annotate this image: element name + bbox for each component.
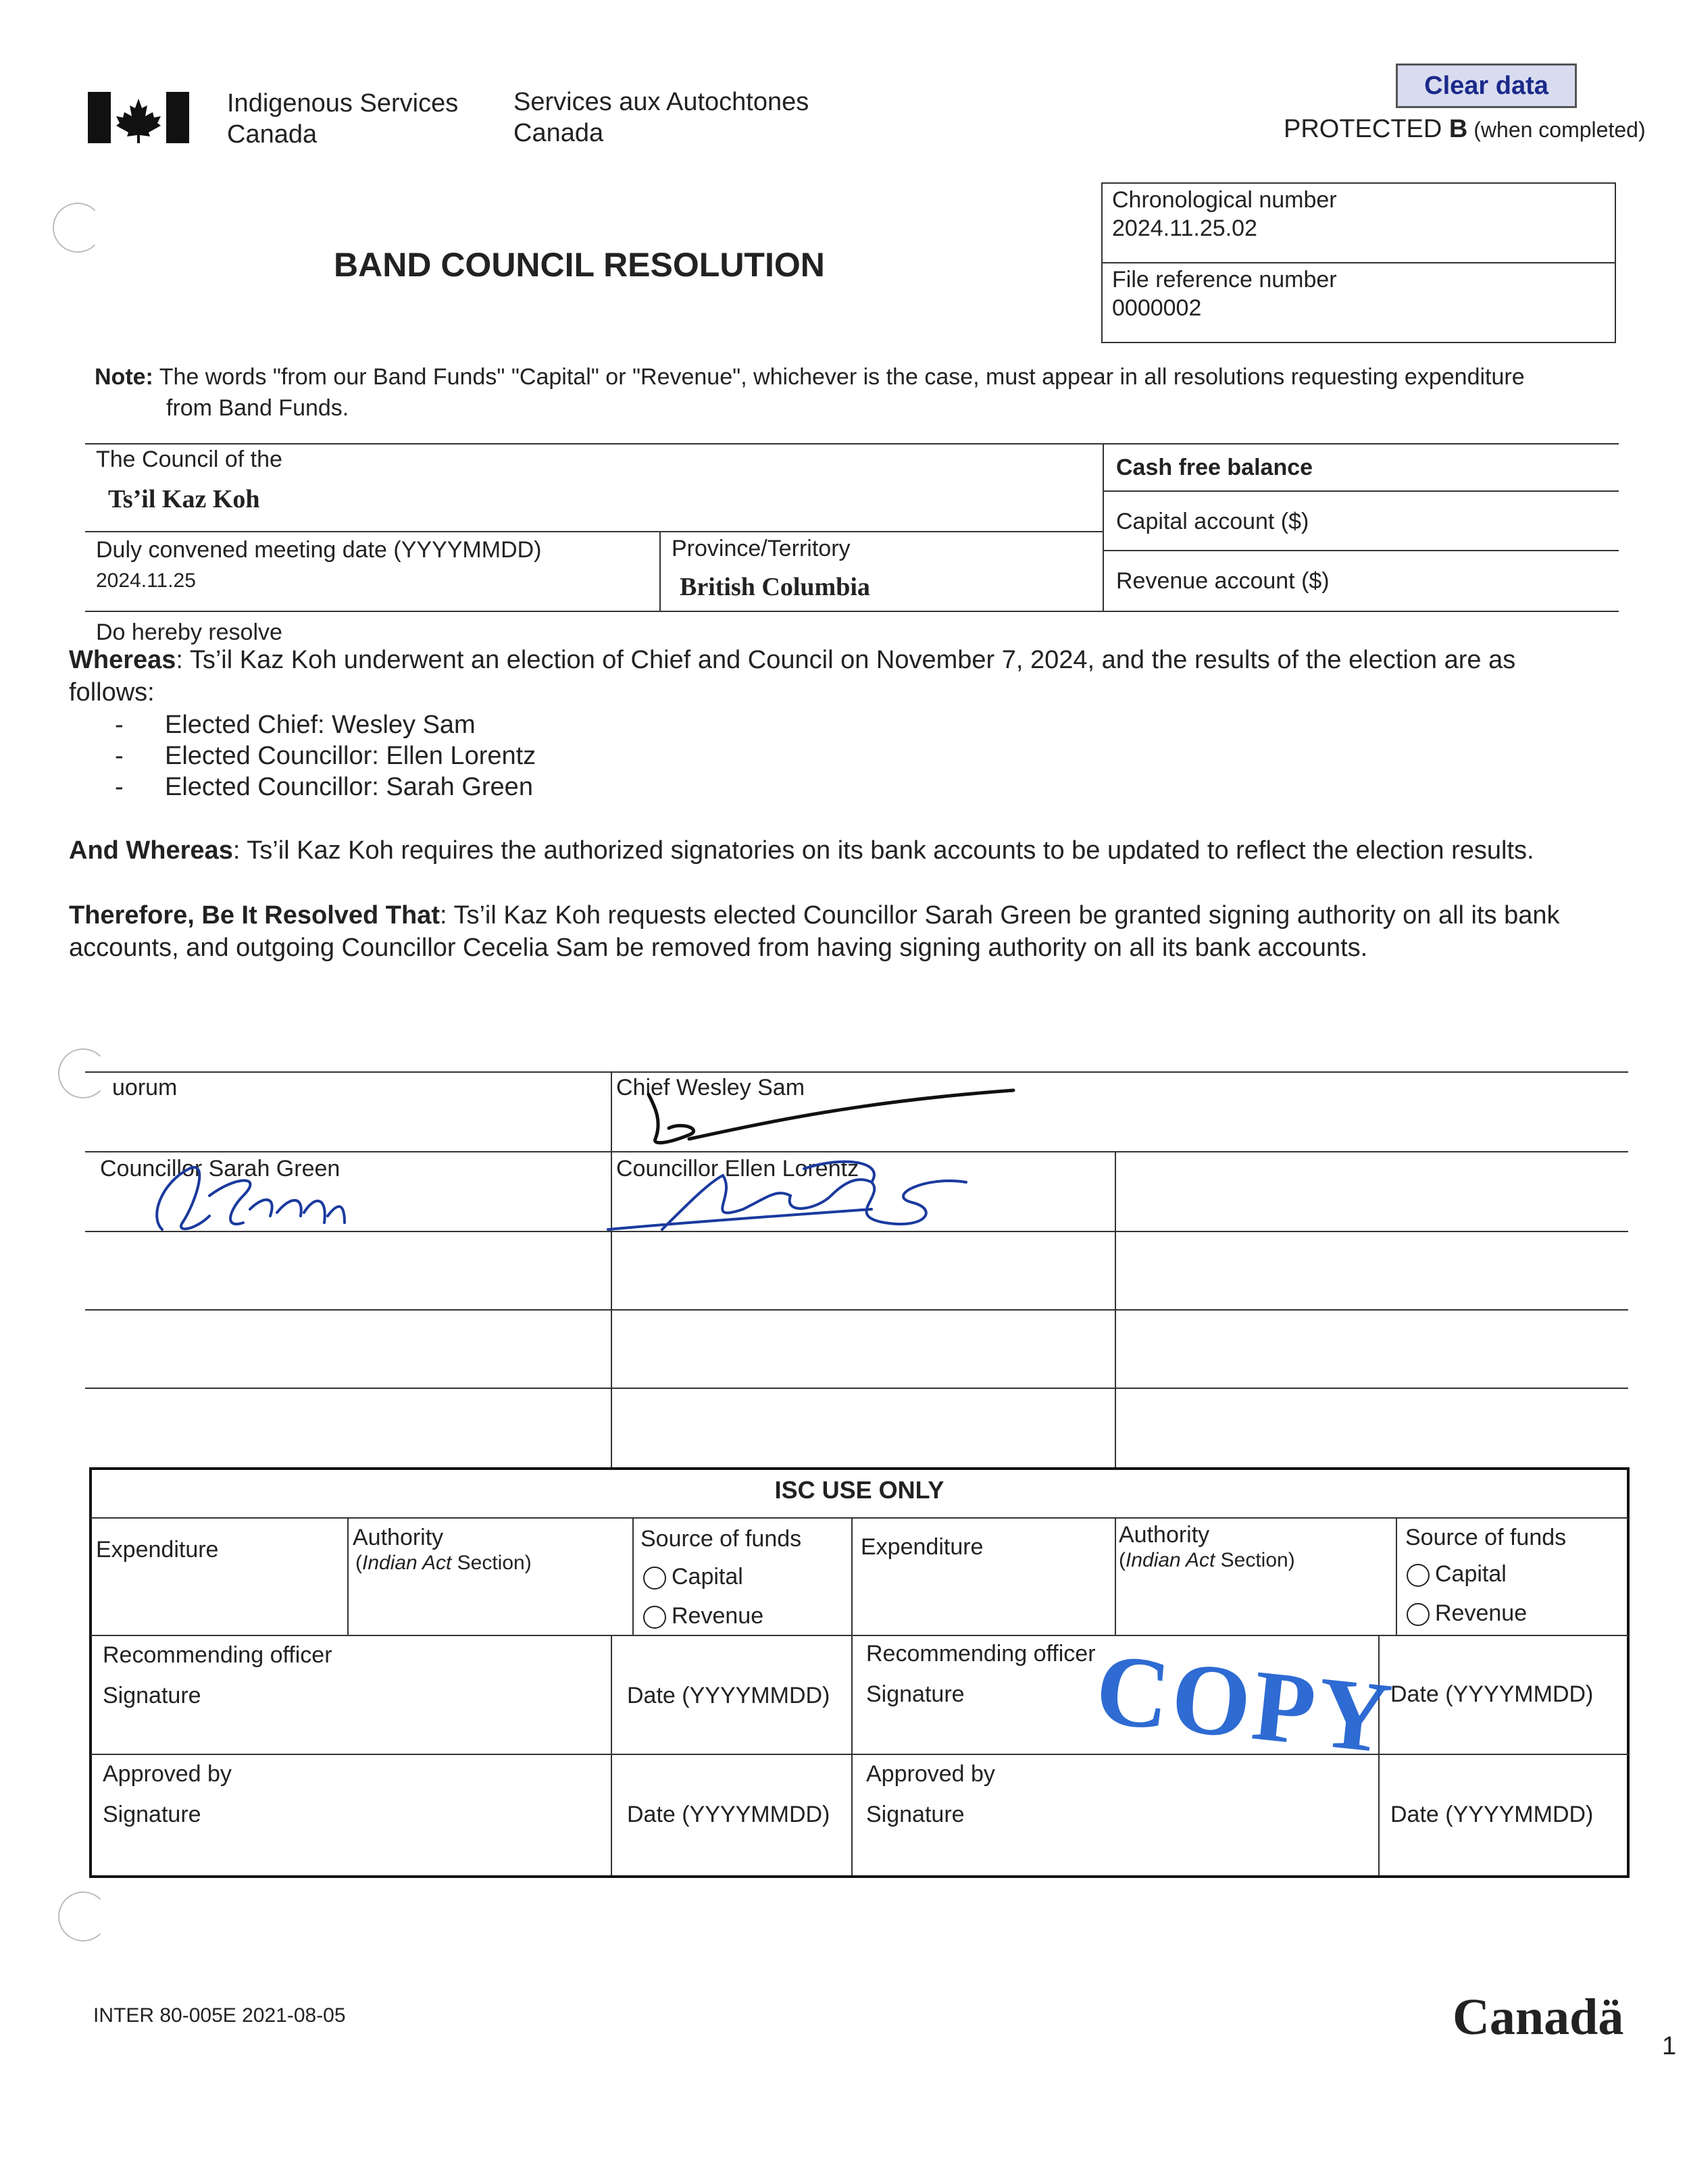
list-item <box>115 709 536 740</box>
expenditure-label-left: Expenditure <box>96 1537 219 1563</box>
and-whereas-text: : Ts’il Kaz Koh requires the authorized signatories on its bank accounts to be updated to reflect the election results. <box>232 836 1534 865</box>
page-number: 1 <box>1662 2032 1677 2060</box>
list-item-text: Elected Chief: Wesley Sam <box>165 711 476 739</box>
chronological-number-label: Chronological number <box>1112 187 1337 213</box>
date-label-right-2: Date (YYYYMMDD) <box>1390 1802 1594 1827</box>
list-item <box>115 771 536 803</box>
list-dash: - <box>115 773 124 801</box>
date-label-right-1: Date (YYYYMMDD) <box>1390 1681 1594 1707</box>
authority-sub-left <box>355 1551 532 1575</box>
protected-prefix: PROTECTED <box>1284 115 1449 143</box>
punch-hole <box>53 203 103 253</box>
note-line1 <box>95 363 1525 390</box>
canada-flag-logo <box>88 92 189 143</box>
authority-sub-close: Section) <box>1215 1549 1295 1571</box>
clear-data-label: Clear data <box>1424 72 1548 100</box>
councillor2-label: Councillor Ellen Lorentz <box>616 1156 859 1182</box>
council-name[interactable]: Ts’il Kaz Koh <box>108 485 260 513</box>
therefore-text-line2: accounts, and outgoing Councillor Cecelia Sam be removed from having signing authority on all its bank accounts. <box>69 934 1368 962</box>
punch-hole <box>58 1048 108 1098</box>
councillor1-label: Councillor Sarah Green <box>100 1156 341 1182</box>
whereas-paragraph <box>69 644 1515 676</box>
recommending-officer-right: Recommending officer <box>866 1641 1096 1667</box>
radio-circle[interactable] <box>643 1606 666 1629</box>
source-of-funds-label-right: Source of funds <box>1405 1525 1567 1550</box>
therefore-text-line1: : Ts’il Kaz Koh requests elected Councillor Sarah Green be granted signing authority on all its bank <box>440 901 1560 930</box>
capital-radio-left[interactable] <box>643 1563 743 1590</box>
quorum-label: uorum <box>112 1075 178 1100</box>
punch-hole <box>58 1891 108 1941</box>
province-label: Province/Territory <box>672 536 851 561</box>
department-name-fr-line2: Canada <box>513 119 604 147</box>
capital-label-right: Capital <box>1435 1561 1507 1587</box>
list-item-text: Elected Councillor: Ellen Lorentz <box>165 742 536 770</box>
note-text1: The words "from our Band Funds" "Capital" or "Revenue", whichever is the case, must appear in all resolutions requesting expenditure <box>153 364 1525 390</box>
signature-label-left-2: Signature <box>103 1802 201 1827</box>
and-whereas-paragraph <box>69 835 1534 866</box>
department-name-en-line2: Canada <box>227 120 318 149</box>
source-of-funds-label-left: Source of funds <box>640 1526 802 1552</box>
page-title: BAND COUNCIL RESOLUTION <box>334 246 825 284</box>
revenue-account-label: Revenue account ($) <box>1116 568 1330 594</box>
protected-suffix: (when completed) <box>1467 118 1646 142</box>
clear-data-button[interactable] <box>1396 64 1577 108</box>
authority-sub-open: ( <box>1119 1549 1126 1571</box>
isc-title: ISC USE ONLY <box>774 1476 944 1504</box>
capital-label-left: Capital <box>672 1564 743 1590</box>
expenditure-label-right: Expenditure <box>861 1534 984 1560</box>
capital-account-label: Capital account ($) <box>1116 509 1309 534</box>
approved-by-right: Approved by <box>866 1761 995 1787</box>
list-dash: - <box>115 711 124 739</box>
canada-wordmark: Canadä <box>1453 1989 1624 2046</box>
councillor-lorentz-signature <box>601 1155 980 1243</box>
indian-act-label: Indian Act <box>362 1552 452 1574</box>
recommending-officer-left: Recommending officer <box>103 1642 332 1668</box>
department-name-fr <box>513 86 809 149</box>
authority-sub-open: ( <box>355 1552 362 1574</box>
file-reference-value[interactable]: 0000002 <box>1112 295 1202 321</box>
resolve-label: Do hereby resolve <box>96 619 282 645</box>
date-label-left-1: Date (YYYYMMDD) <box>627 1683 830 1708</box>
authority-label-left: Authority <box>353 1525 444 1550</box>
signature-label-right-2: Signature <box>866 1802 965 1827</box>
copy-stamp: COPY <box>1090 1632 1399 1775</box>
department-name-en <box>227 88 458 150</box>
protected-level: B <box>1448 115 1468 143</box>
authority-sub-close: Section) <box>451 1552 532 1574</box>
indian-act-label: Indian Act <box>1126 1549 1215 1571</box>
form-identifier: INTER 80-005E 2021-08-05 <box>93 2004 346 2027</box>
therefore-paragraph <box>69 900 1560 931</box>
council-label: The Council of the <box>96 447 282 472</box>
radio-circle[interactable] <box>1407 1603 1430 1626</box>
province-value[interactable]: British Columbia <box>680 573 870 601</box>
note-label: Note: <box>95 364 153 390</box>
signature-label-left-1: Signature <box>103 1683 201 1708</box>
note-line2: from Band Funds. <box>166 395 349 421</box>
department-name-fr-line1: Services aux Autochtones <box>513 88 809 116</box>
department-name-en-line1: Indigenous Services <box>227 89 459 118</box>
whereas-text-line1: : Ts’il Kaz Koh underwent an election of Chief and Council on November 7, 2024, and the results of the election are as <box>176 646 1516 674</box>
councillor-green-signature <box>142 1155 385 1243</box>
elected-list <box>115 709 536 803</box>
reference-box <box>1101 182 1616 343</box>
list-dash: - <box>115 742 124 770</box>
whereas-text-line2: follows: <box>69 678 155 707</box>
revenue-label-right: Revenue <box>1435 1600 1528 1626</box>
chief-signature <box>608 1081 1027 1162</box>
capital-radio-right[interactable] <box>1407 1560 1507 1588</box>
revenue-radio-right[interactable] <box>1407 1600 1527 1627</box>
whereas-label: Whereas <box>69 646 176 674</box>
revenue-label-left: Revenue <box>672 1603 764 1629</box>
list-item <box>115 740 536 771</box>
authority-label-right: Authority <box>1119 1522 1210 1548</box>
list-item-text: Elected Councillor: Sarah Green <box>165 773 533 801</box>
chief-label: Chief Wesley Sam <box>616 1075 805 1100</box>
cash-free-balance-label: Cash free balance <box>1116 455 1313 480</box>
signature-label-right-1: Signature <box>866 1681 965 1707</box>
revenue-radio-left[interactable] <box>643 1602 763 1629</box>
and-whereas-label: And Whereas <box>69 836 233 865</box>
radio-circle[interactable] <box>643 1567 666 1590</box>
approved-by-left: Approved by <box>103 1761 232 1787</box>
chronological-number-value[interactable]: 2024.11.25.02 <box>1112 215 1257 241</box>
therefore-label: Therefore, Be It Resolved That <box>69 901 440 930</box>
protected-notice <box>1284 113 1646 145</box>
meeting-date-label: Duly convened meeting date (YYYYMMDD) <box>96 537 542 563</box>
file-reference-label: File reference number <box>1112 267 1337 293</box>
meeting-date-value[interactable]: 2024.11.25 <box>96 569 196 592</box>
authority-sub-right <box>1119 1548 1295 1573</box>
radio-circle[interactable] <box>1407 1564 1430 1587</box>
date-label-left-2: Date (YYYYMMDD) <box>627 1802 830 1827</box>
